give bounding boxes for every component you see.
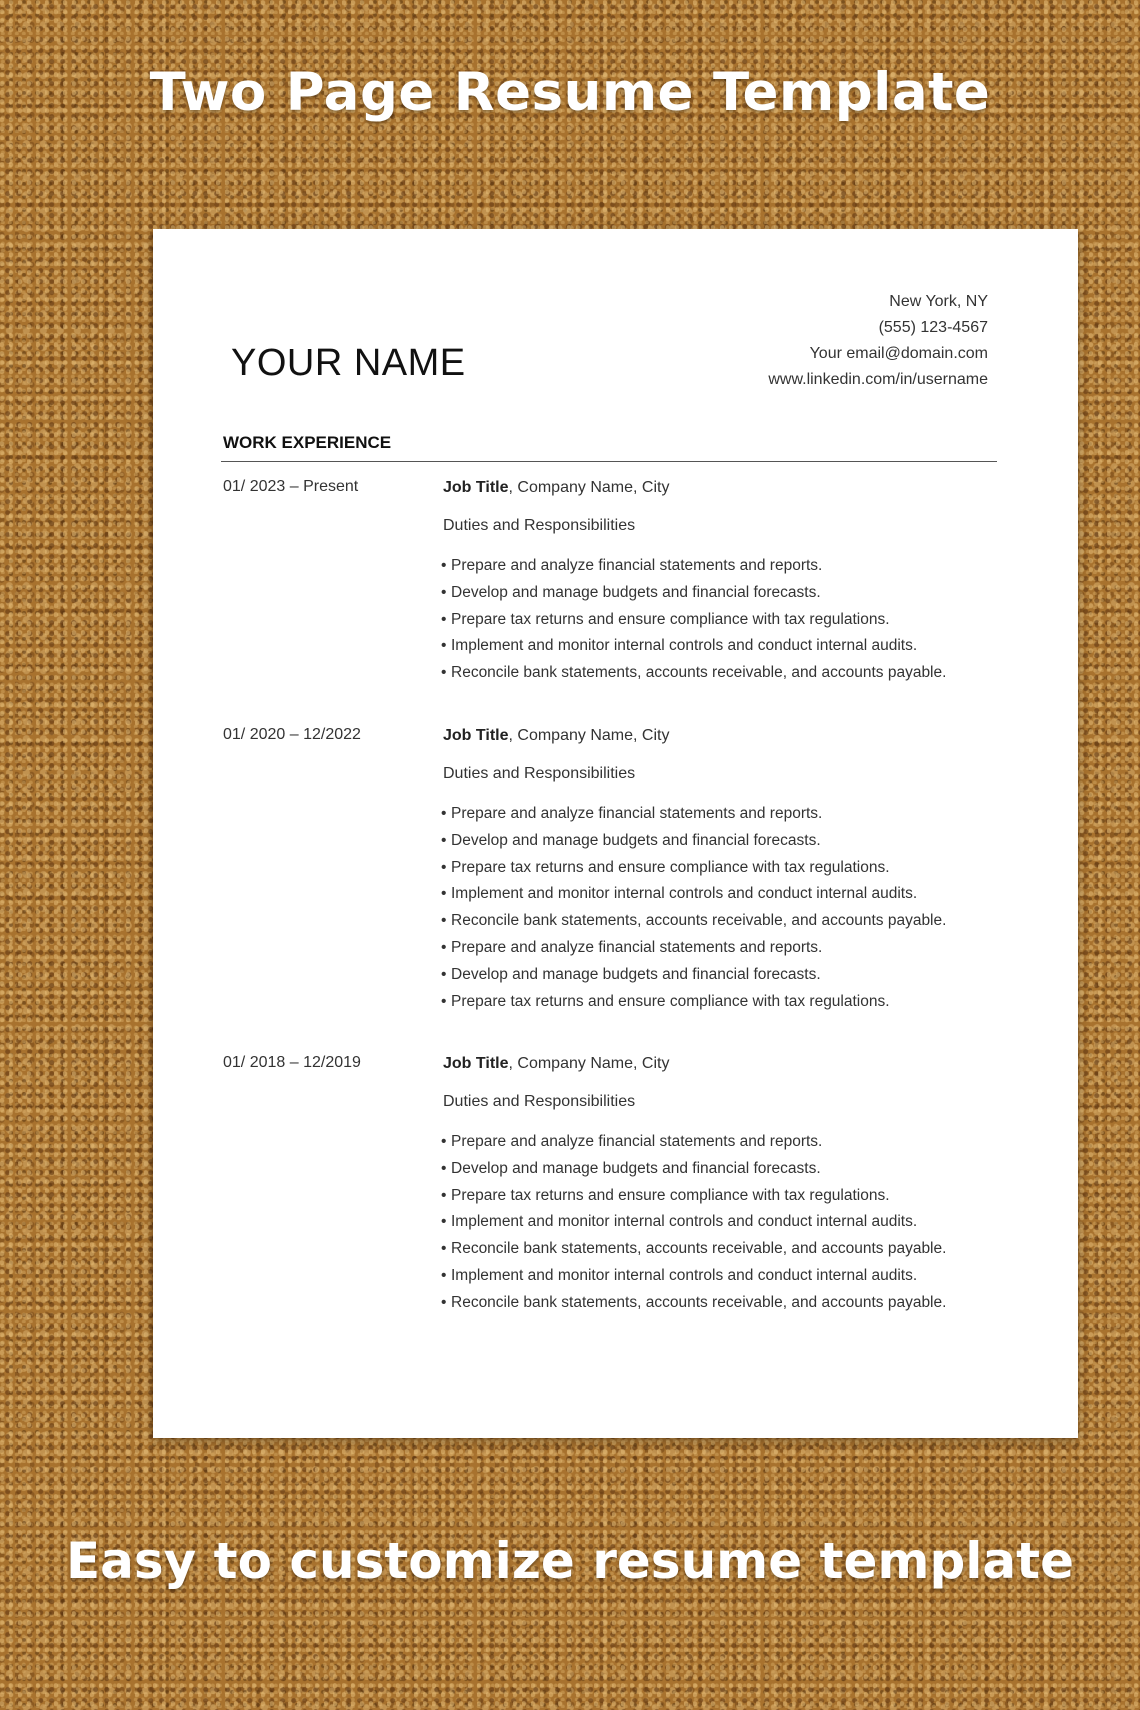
job-dates: 01/ 2023 – Present — [223, 478, 359, 495]
job-company-city: , Company Name, City — [508, 727, 670, 744]
job-title-line — [443, 726, 1003, 746]
duties-list — [443, 801, 1003, 1015]
job-dates: 01/ 2018 – 12/2019 — [223, 1054, 361, 1071]
bullet-icon: • — [441, 557, 447, 574]
duty-item: • Prepare and analyze financial statements and reports. — [443, 935, 1003, 962]
duty-item: • Prepare tax returns and ensure compliance with tax regulations. — [443, 989, 1003, 1016]
bullet-icon: • — [441, 805, 447, 822]
duty-item: • Implement and monitor internal controls and conduct internal audits. — [443, 881, 1003, 908]
job-details — [443, 1054, 1003, 1317]
bullet-icon: • — [441, 583, 447, 601]
duty-item: • Implement and monitor internal controls and conduct internal audits. — [443, 1263, 1003, 1290]
bullet-icon: • — [441, 1293, 447, 1311]
bullet-icon: • — [441, 664, 447, 682]
duty-item: • Prepare tax returns and ensure compliance with tax regulations. — [443, 1183, 1003, 1210]
bullet-icon: • — [441, 1186, 447, 1204]
job-title: Job Title — [443, 1055, 509, 1072]
duty-item: • Reconcile bank statements, accounts receivable, and accounts payable. — [443, 1236, 1003, 1263]
job-details — [443, 726, 1003, 1015]
duty-item: • Reconcile bank statements, accounts receivable, and accounts payable. — [443, 1290, 1003, 1317]
bullet-icon: • — [441, 1266, 447, 1284]
duty-item: • Reconcile bank statements, accounts receivable, and accounts payable. — [443, 908, 1003, 935]
banner-subtitle: Easy to customize resume template — [66, 1532, 1074, 1590]
job-details — [443, 478, 1003, 687]
bullet-icon: • — [441, 610, 447, 628]
duty-item: • Prepare tax returns and ensure compliance with tax regulations. — [443, 607, 1003, 634]
bullet-icon: • — [441, 992, 447, 1010]
bullet-icon: • — [441, 912, 447, 930]
contact-phone: (555) 123-4567 — [878, 319, 988, 336]
job-dates: 01/ 2020 – 12/2022 — [223, 726, 361, 743]
contact-block — [768, 289, 988, 393]
duty-item: • Prepare and analyze financial statements and reports. — [443, 553, 1003, 580]
duties-label: Duties and Responsibilities — [443, 517, 636, 534]
bullet-icon: • — [441, 938, 447, 956]
duty-item: • Develop and manage budgets and financial forecasts. — [443, 828, 1003, 855]
resume-page — [153, 229, 1078, 1438]
job-title-line — [443, 1054, 1003, 1074]
bullet-icon: • — [441, 885, 447, 903]
job-title: Job Title — [443, 727, 509, 744]
duties-list — [443, 1129, 1003, 1317]
bullet-icon: • — [441, 1133, 447, 1150]
duties-list — [443, 553, 1003, 687]
duty-item: • Prepare tax returns and ensure compliance with tax regulations. — [443, 855, 1003, 882]
bullet-icon: • — [441, 637, 447, 655]
duty-item: • Develop and manage budgets and financial forecasts. — [443, 962, 1003, 989]
bullet-icon: • — [441, 858, 447, 876]
section-title-work-experience: WORK EXPERIENCE — [223, 433, 392, 452]
duties-label: Duties and Responsibilities — [443, 765, 636, 782]
contact-location: New York, NY — [889, 293, 988, 310]
duty-item: • Reconcile bank statements, accounts receivable, and accounts payable. — [443, 660, 1003, 687]
resume-name: YOUR NAME — [231, 342, 466, 384]
duty-item: • Prepare and analyze financial statements and reports. — [443, 1129, 1003, 1156]
job-title: Job Title — [443, 479, 509, 496]
contact-linkedin: www.linkedin.com/in/username — [768, 371, 988, 388]
duty-item: • Implement and monitor internal controls and conduct internal audits. — [443, 633, 1003, 660]
contact-email: Your email@domain.com — [809, 345, 988, 362]
bullet-icon: • — [441, 965, 447, 983]
bullet-icon: • — [441, 1240, 447, 1258]
bullet-icon: • — [441, 831, 447, 849]
duty-item: • Prepare and analyze financial statements and reports. — [443, 801, 1003, 828]
duty-item: • Implement and monitor internal controls and conduct internal audits. — [443, 1209, 1003, 1236]
bullet-icon: • — [441, 1213, 447, 1231]
duties-label: Duties and Responsibilities — [443, 1093, 636, 1110]
section-divider — [221, 461, 997, 462]
job-company-city: , Company Name, City — [508, 1055, 670, 1072]
banner-title: Two Page Resume Template — [149, 62, 991, 123]
job-company-city: , Company Name, City — [508, 479, 670, 496]
duty-item: • Develop and manage budgets and financial forecasts. — [443, 1156, 1003, 1183]
job-title-line — [443, 478, 1003, 498]
bullet-icon: • — [441, 1159, 447, 1177]
duty-item: • Develop and manage budgets and financial forecasts. — [443, 580, 1003, 607]
